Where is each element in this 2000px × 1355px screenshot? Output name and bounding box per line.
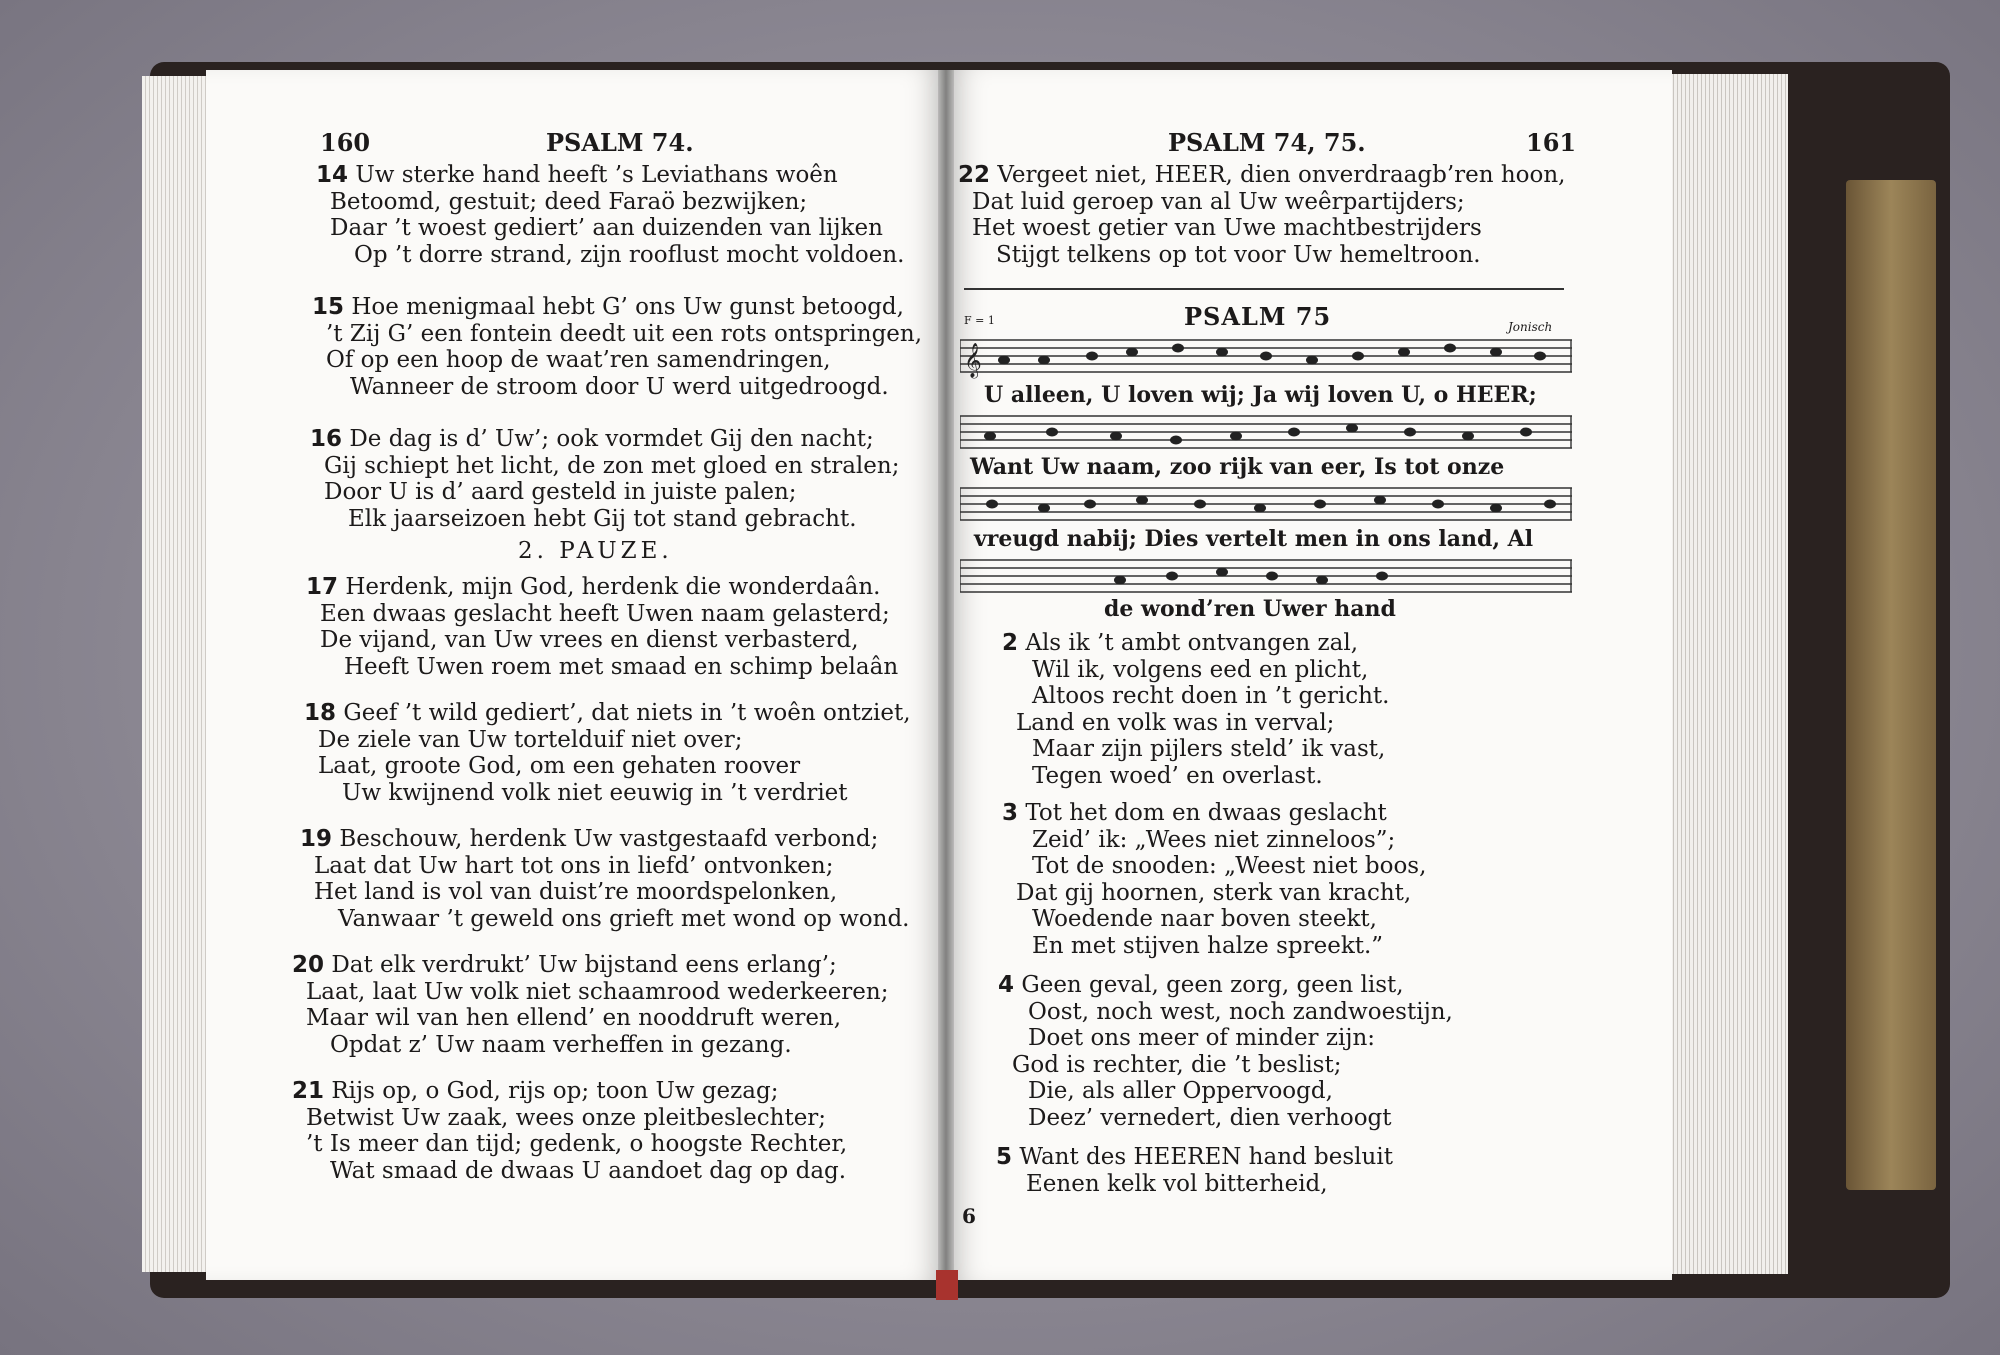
left-page xyxy=(206,70,946,1280)
verse-line: ’t Is meer dan tijd; gedenk, o hoogste Rechter, xyxy=(306,1131,848,1157)
verse-line: God is rechter, die ’t beslist; xyxy=(1012,1051,1342,1078)
verse-line: Geef ’t wild gediert’, dat niets in ’t woên ontziet, xyxy=(343,700,911,726)
verse-line: Wanneer de stroom door U werd uitgedroogd. xyxy=(350,373,889,400)
verse-number: 19 xyxy=(300,826,333,852)
verse-line: Of op een hoop de waat’ren samendringen, xyxy=(326,347,831,373)
book-binding xyxy=(1846,180,1936,1190)
verse-number: 16 xyxy=(310,426,343,452)
verse-line: Betoomd, gestuit; deed Faraö bezwijken; xyxy=(330,188,808,215)
verse-line: Land en volk was in verval; xyxy=(1016,709,1335,736)
verse-line: Door U is d’ aard gesteld in juiste palen; xyxy=(324,479,797,505)
verse-number: 20 xyxy=(292,952,325,978)
verse-line: Dat luid geroep van al Uw weêrpartijders; xyxy=(972,188,1465,215)
verse-line: De ziele van Uw tortelduif niet over; xyxy=(318,726,743,753)
verse-line: Laat, groote God, om een gehaten roover xyxy=(318,753,801,779)
verse-line: Maar wil van hen ellend’ en nooddruft weren, xyxy=(306,1005,842,1031)
verse-number: 21 xyxy=(292,1078,325,1104)
verse-line: Maar zijn pijlers steld’ ik vast, xyxy=(1032,736,1386,762)
lyric-line: vreugd nabij; Dies vertelt men in ons land, Al xyxy=(974,526,1534,552)
verse-line: Die, als aller Oppervoogd, xyxy=(1028,1078,1333,1104)
page-number: 161 xyxy=(1526,128,1577,157)
verse-20 xyxy=(292,952,888,1058)
music-staff-4 xyxy=(960,554,1572,598)
verse-line: Altoos recht doen in ’t gericht. xyxy=(1032,683,1390,709)
verse-line: Beschouw, herdenk Uw vastgestaafd verbond; xyxy=(339,826,879,852)
page-number: 160 xyxy=(320,128,371,157)
verse-line: Heeft Uwen roem met smaad en schimp belaân xyxy=(344,653,899,680)
divider-rule xyxy=(964,288,1564,290)
verse-15 xyxy=(312,294,922,400)
svg-text:𝄞: 𝄞 xyxy=(964,343,982,378)
page-edges-right xyxy=(1670,74,1788,1274)
verse-line: ’t Zij G’ een fontein deedt uit een rots ontspringen, xyxy=(326,320,923,347)
psalm75-verse-3 xyxy=(1002,800,1426,959)
verse-number: 15 xyxy=(312,294,345,320)
verse-line: Zeid’ ik: „Wees niet zinneloos”; xyxy=(1032,826,1396,853)
verse-line: Daar ’t woest gediert’ aan duizenden van lijken xyxy=(330,215,883,241)
verse-line: Hoe menigmaal hebt G’ ons Uw gunst betoogd, xyxy=(351,294,904,320)
verse-line: Stijgt telkens op tot voor Uw hemeltroon. xyxy=(996,241,1481,268)
verse-line: En met stijven halze spreekt.” xyxy=(1032,932,1384,959)
verse-line: Herdenk, mijn God, herdenk die wonderdaân. xyxy=(345,574,881,600)
verse-line: De vijand, van Uw vrees en dienst verbasterd, xyxy=(320,627,859,653)
lyric-line: de wond’ren Uwer hand xyxy=(1104,596,1396,622)
verse-line: Vergeet niet, HEER, dien onverdraagb’ren hoon, xyxy=(997,162,1566,188)
verse-number: 18 xyxy=(304,700,337,726)
lyric-line: Want Uw naam, zoo rijk van eer, Is tot onze xyxy=(970,454,1505,480)
music-staff-3 xyxy=(960,482,1572,526)
verse-line: Laat, laat Uw volk niet schaamrood wederkeeren; xyxy=(306,978,889,1005)
verse-line: Dat elk verdrukt’ Uw bijstand eens erlang’; xyxy=(331,952,837,978)
pause-heading: 2. PAUZE. xyxy=(518,538,673,564)
verse-line: Het woest getier van Uwe machtbestrijders xyxy=(972,215,1482,241)
verse-line: Als ik ’t ambt ontvangen zal, xyxy=(1025,630,1359,656)
verse-line: Uw kwijnend volk niet eeuwig in ’t verdriet xyxy=(342,779,848,806)
psalm75-verse-4 xyxy=(998,972,1453,1131)
verse-line: Opdat z’ Uw naam verheffen in gezang. xyxy=(330,1031,792,1058)
verse-number: 3 xyxy=(1002,800,1019,826)
lyric-line: U alleen, U loven wij; Ja wij loven U, o HEER; xyxy=(984,382,1537,408)
verse-number: 4 xyxy=(998,972,1015,998)
verse-line: Elk jaarseizoen hebt Gij tot stand gebracht. xyxy=(348,505,857,532)
verse-22 xyxy=(958,162,1566,268)
verse-line: Rijs op, o God, rijs op; toon Uw gezag; xyxy=(331,1078,779,1104)
meter-mark: F = 1 xyxy=(964,314,995,327)
verse-line: Dat gij hoornen, sterk van kracht, xyxy=(1016,879,1412,906)
verse-line: Tot de snooden: „Weest niet boos, xyxy=(1032,853,1427,879)
verse-line: Een dwaas geslacht heeft Uwen naam gelasterd; xyxy=(320,600,890,627)
verse-16 xyxy=(310,426,899,532)
verse-line: Geen geval, geen zorg, geen list, xyxy=(1021,972,1404,998)
verse-line: Gij schiept het licht, de zon met gloed en stralen; xyxy=(324,452,900,479)
verse-line: Eenen kelk vol bitterheid, xyxy=(1026,1170,1328,1197)
verse-19 xyxy=(300,826,909,932)
verse-line: Deez’ vernedert, dien verhoogt xyxy=(1028,1104,1392,1131)
verse-line: Want des HEEREN hand besluit xyxy=(1019,1144,1393,1170)
right-page xyxy=(946,70,1672,1280)
music-staff-2 xyxy=(960,410,1572,454)
psalm75-verse-5 xyxy=(996,1144,1393,1197)
verse-18 xyxy=(304,700,911,806)
psalm75-verse-2 xyxy=(1002,630,1389,789)
verse-17 xyxy=(306,574,898,680)
verse-number: 2 xyxy=(1002,630,1019,656)
verse-line: Doet ons meer of minder zijn: xyxy=(1028,1025,1376,1051)
verse-number: 22 xyxy=(958,162,991,188)
tune-label: Jonisch xyxy=(1508,320,1553,334)
running-head: PSALM 74. xyxy=(546,128,694,157)
verse-line: Woedende naar boven steekt, xyxy=(1032,906,1377,932)
verse-line: Uw sterke hand heeft ’s Leviathans woên xyxy=(355,162,838,188)
verse-line: Op ’t dorre strand, zijn rooflust mocht voldoen. xyxy=(354,241,905,268)
verse-number: 14 xyxy=(316,162,349,188)
verse-line: Wat smaad de dwaas U aandoet dag op dag. xyxy=(330,1157,847,1184)
music-staff-1 xyxy=(960,332,1572,380)
bookmark-ribbon xyxy=(936,1270,958,1300)
verse-line: Oost, noch west, noch zandwoestijn, xyxy=(1028,998,1453,1025)
verse-line: De dag is d’ Uw’; ook vormdet Gij den nacht; xyxy=(349,426,874,452)
verse-line: Betwist Uw zaak, wees onze pleitbeslechter; xyxy=(306,1104,827,1131)
verse-line: Vanwaar ’t geweld ons grieft met wond op wond. xyxy=(338,905,910,932)
signature-mark: 6 xyxy=(962,1204,976,1228)
verse-line: Wil ik, volgens eed en plicht, xyxy=(1032,656,1369,683)
verse-line: Laat dat Uw hart tot ons in liefd’ ontvonken; xyxy=(314,852,834,879)
psalm-title: PSALM 75 xyxy=(1184,302,1332,331)
verse-line: Tot het dom en dwaas geslacht xyxy=(1025,800,1387,826)
verse-number: 17 xyxy=(306,574,339,600)
verse-line: Tegen woed’ en overlast. xyxy=(1032,762,1323,789)
verse-number: 5 xyxy=(996,1144,1013,1170)
verse-line: Het land is vol van duist’re moordspelonken, xyxy=(314,879,838,905)
verse-21 xyxy=(292,1078,847,1184)
book-gutter xyxy=(938,70,954,1280)
running-head: PSALM 74, 75. xyxy=(1168,128,1366,157)
verse-14 xyxy=(316,162,904,268)
